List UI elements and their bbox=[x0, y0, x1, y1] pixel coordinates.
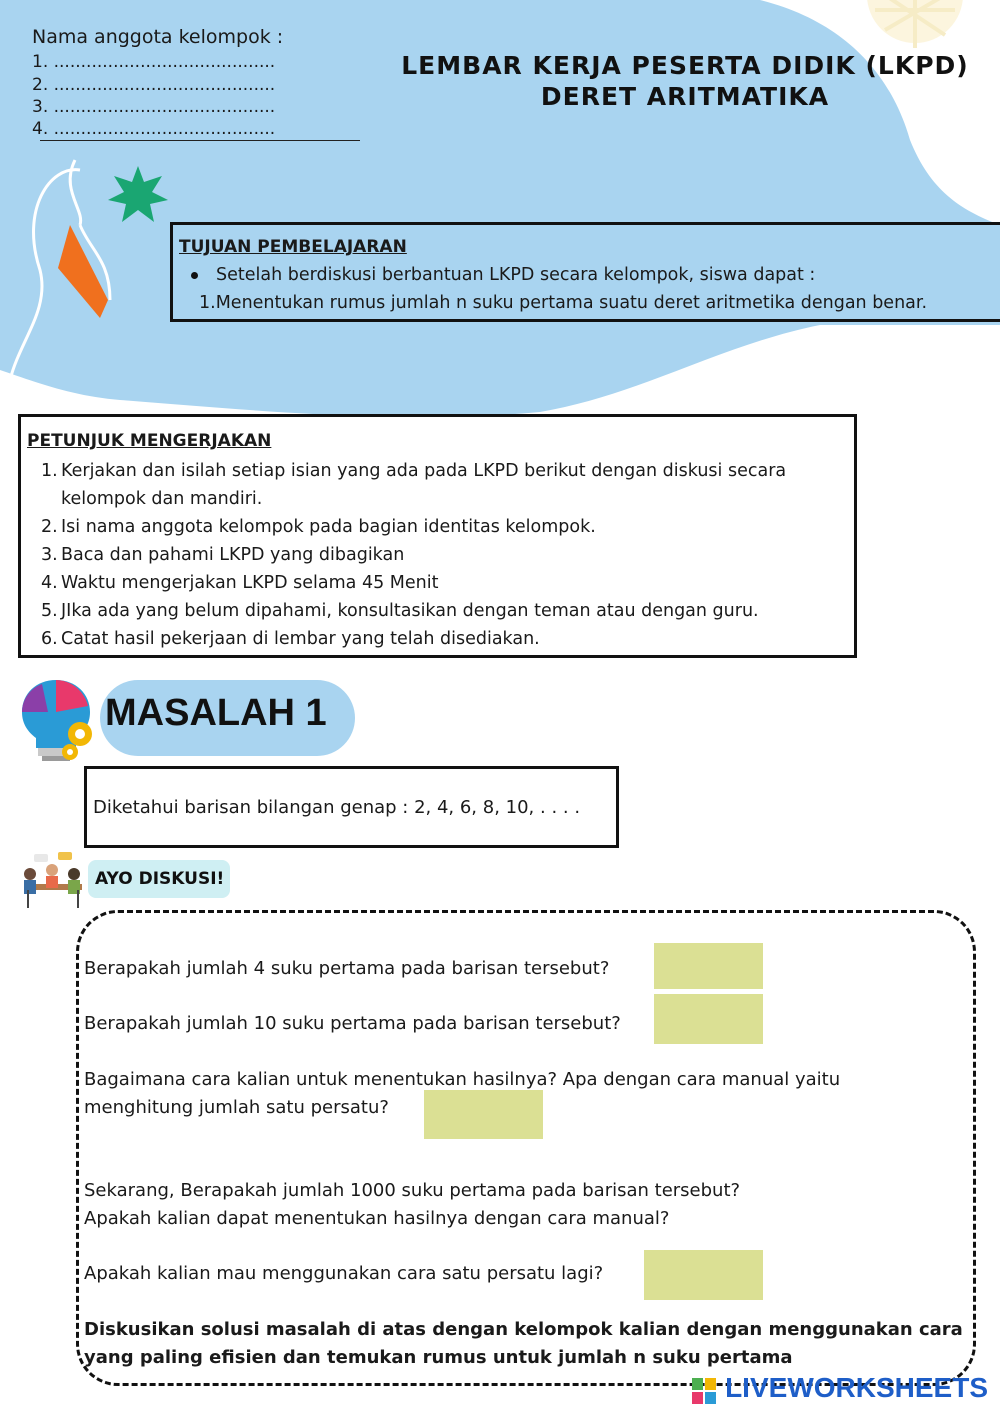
question-4-line-1: Sekarang, Berapakah jumlah 1000 suku pertama pada barisan tersebut? bbox=[84, 1180, 741, 1201]
member-underline bbox=[40, 140, 360, 141]
question-5: Apakah kalian mau menggunakan cara satu persatu lagi? bbox=[84, 1263, 604, 1284]
instruction-number: 5. bbox=[41, 601, 58, 621]
instruction-item bbox=[41, 513, 841, 541]
instruction-item bbox=[41, 457, 841, 513]
member-line-4[interactable]: 4. ......................................... bbox=[32, 119, 276, 139]
member-line-3[interactable]: 3. ......................................... bbox=[32, 97, 276, 117]
objective-item-text: Menentukan rumus jumlah n suku pertama suatu deret aritmetika dengan benar. bbox=[215, 293, 928, 313]
liveworksheets-logo-icon bbox=[692, 1378, 716, 1404]
instructions-heading: PETUNJUK MENGERJAKAN bbox=[27, 431, 272, 451]
problem-statement: Diketahui barisan bilangan genap : 2, 4, 6, 8, 10, . . . . bbox=[93, 797, 581, 818]
closing-line-2: yang paling efisien dan temukan rumus untuk jumlah n suku pertama bbox=[84, 1347, 793, 1368]
objective-intro: Setelah berdiskusi berbantuan LKPD secara kelompok, siswa dapat : bbox=[216, 265, 816, 285]
title-line-2: DERET ARITMATIKA bbox=[540, 82, 830, 111]
liveworksheets-brand[interactable]: LIVEWORKSHEETS bbox=[725, 1372, 988, 1403]
objective-item-1 bbox=[199, 293, 927, 313]
answer-box-1[interactable] bbox=[654, 943, 763, 989]
closing-instruction bbox=[84, 1316, 964, 1372]
instruction-number: 4. bbox=[41, 573, 58, 593]
question-4-line-2: Apakah kalian dapat menentukan hasilnya dengan cara manual? bbox=[84, 1208, 670, 1229]
objective-bullet bbox=[191, 265, 815, 285]
instruction-text: Baca dan pahami LKPD yang dibagikan bbox=[61, 545, 405, 565]
instruction-number: 6. bbox=[41, 629, 58, 649]
problem-title: MASALAH 1 bbox=[105, 692, 327, 734]
instruction-text: Isi nama anggota kelompok pada bagian identitas kelompok. bbox=[61, 517, 596, 537]
instruction-text: Catat hasil pekerjaan di lembar yang telah disediakan. bbox=[61, 629, 540, 649]
discussion-label: AYO DISKUSI! bbox=[95, 869, 225, 889]
question-2: Berapakah jumlah 10 suku pertama pada barisan tersebut? bbox=[84, 1013, 621, 1034]
puzzle-bulb-icon bbox=[14, 676, 98, 762]
instruction-text: Kerjakan dan isilah setiap isian yang ada pada LKPD berikut dengan diskusi secara kelompok dan mandiri. bbox=[61, 461, 787, 509]
instruction-item bbox=[41, 541, 841, 569]
learning-objective-box bbox=[170, 222, 1000, 322]
discussion-people-icon bbox=[14, 852, 92, 910]
answer-box-3[interactable] bbox=[424, 1090, 543, 1139]
member-line-1[interactable]: 1. ......................................... bbox=[32, 52, 276, 72]
instruction-item bbox=[41, 569, 841, 597]
instruction-item bbox=[41, 625, 841, 653]
objective-item-number: 1. bbox=[199, 293, 216, 313]
answer-box-5[interactable] bbox=[644, 1250, 763, 1300]
problem-statement-box bbox=[84, 766, 619, 848]
instructions-box bbox=[18, 414, 857, 658]
group-members-title: Nama anggota kelompok : bbox=[32, 26, 284, 48]
page-title bbox=[380, 50, 990, 112]
instruction-number: 2. bbox=[41, 517, 58, 537]
question-3-line-1: Bagaimana cara kalian untuk menentukan hasilnya? Apa dengan cara manual yaitu bbox=[84, 1069, 841, 1090]
question-3-line-2: menghitung jumlah satu persatu? bbox=[84, 1097, 389, 1118]
bullet-dot-icon bbox=[191, 272, 198, 279]
answer-box-2[interactable] bbox=[654, 994, 763, 1044]
instruction-text: JIka ada yang belum dipahami, konsultasikan dengan teman atau dengan guru. bbox=[61, 601, 759, 621]
instruction-item bbox=[41, 597, 841, 625]
learning-objective-heading: TUJUAN PEMBELAJARAN bbox=[179, 237, 407, 257]
member-line-2[interactable]: 2. ......................................... bbox=[32, 75, 276, 95]
closing-line-1: Diskusikan solusi masalah di atas dengan kelompok kalian dengan menggunakan cara bbox=[84, 1319, 963, 1340]
question-1: Berapakah jumlah 4 suku pertama pada barisan tersebut? bbox=[84, 958, 610, 979]
instruction-number: 1. bbox=[41, 461, 58, 481]
instruction-number: 3. bbox=[41, 545, 58, 565]
instructions-list bbox=[41, 457, 841, 653]
instruction-text: Waktu mengerjakan LKPD selama 45 Menit bbox=[61, 573, 439, 593]
sun-icon bbox=[860, 0, 970, 50]
star-icon bbox=[108, 166, 168, 224]
title-line-1: LEMBAR KERJA PESERTA DIDIK (LKPD) bbox=[401, 51, 969, 80]
